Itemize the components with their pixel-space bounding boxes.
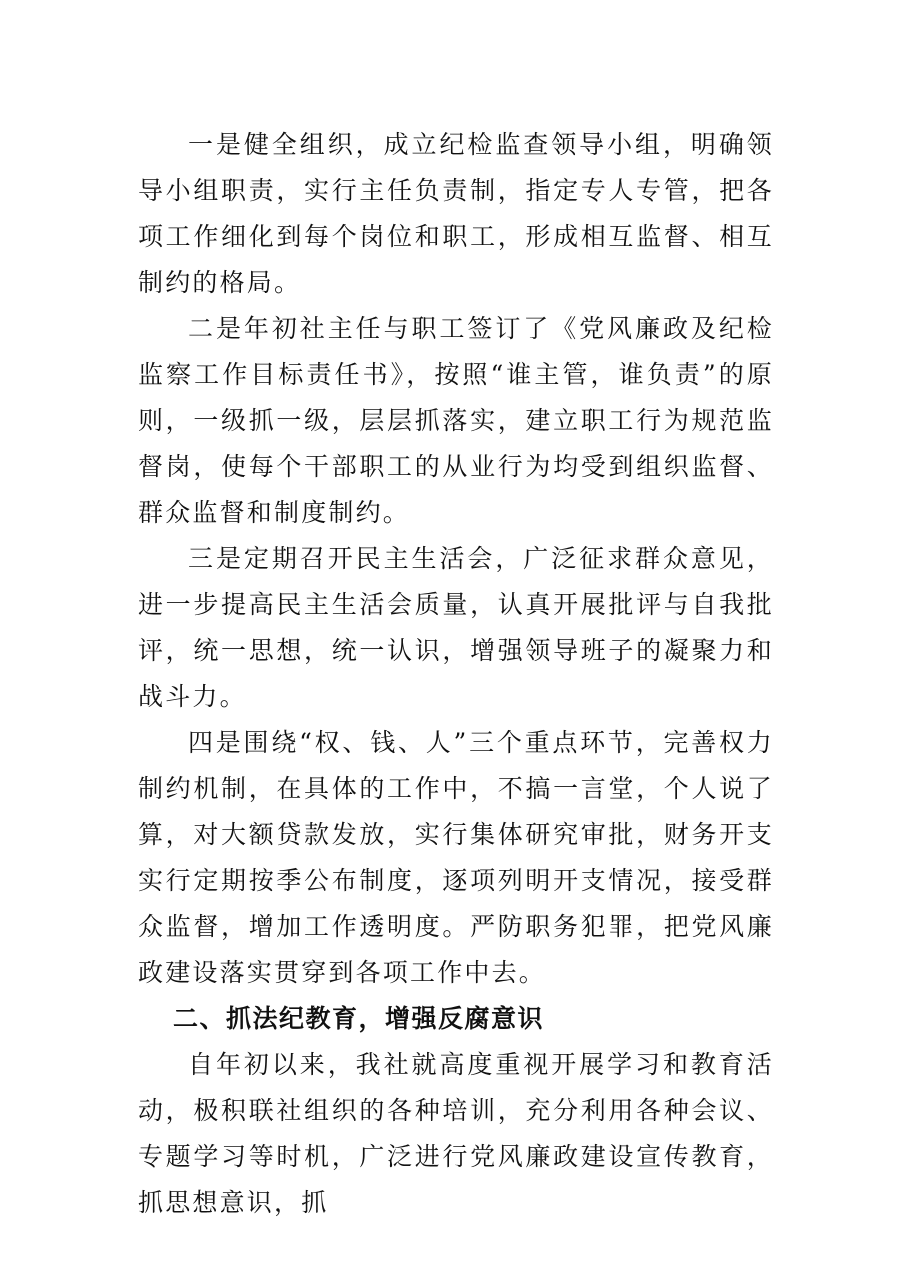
paragraph-3: 三是定期召开民主生活会，广泛征求群众意见，进一步提高民主生活会质量，认真开展批评与自我批评，统一思想，统一认识，增强领导班子的凝聚力和战斗力。 — [138, 544, 774, 711]
section-heading: 二、抓法纪教育，增强反腐意识 — [173, 1004, 545, 1033]
paragraph-2: 二是年初社主任与职工签订了《党风廉政及纪检监察工作目标责任书》，按照“谁主管，谁负责”的原则，一级抓一级，层层抓落实，建立职工行为规范监督岗，使每个干部职工的从业行为均受到组织监督、群众监督和制度制约。 — [138, 314, 774, 527]
document-body — [138, 122, 774, 1226]
paragraph-4: 四是围绕“权、钱、人”三个重点环节，完善权力制约机制，在具体的工作中，不搞一言堂，个人说了算，对大额贷款发放，实行集体研究审批，财务开支实行定期按季公布制度，逐项列明开支情况，接受群众监督，增加工作透明度。严防职务犯罪，把党风廉政建设落实贯穿到各项工作中去。 — [138, 728, 774, 987]
section-paragraph: 自年初以来，我社就高度重视开展学习和教育活动，极积联社组织的各种培训，充分利用各种会议、专题学习等时机，广泛进行党风廉政建设宣传教育，抓思想意识，抓 — [138, 1050, 774, 1217]
paragraph-1: 一是健全组织，成立纪检监查领导小组，明确领导小组职责，实行主任负责制，指定专人专管，把各项工作细化到每个岗位和职工，形成相互监督、相互制约的格局。 — [138, 130, 774, 297]
